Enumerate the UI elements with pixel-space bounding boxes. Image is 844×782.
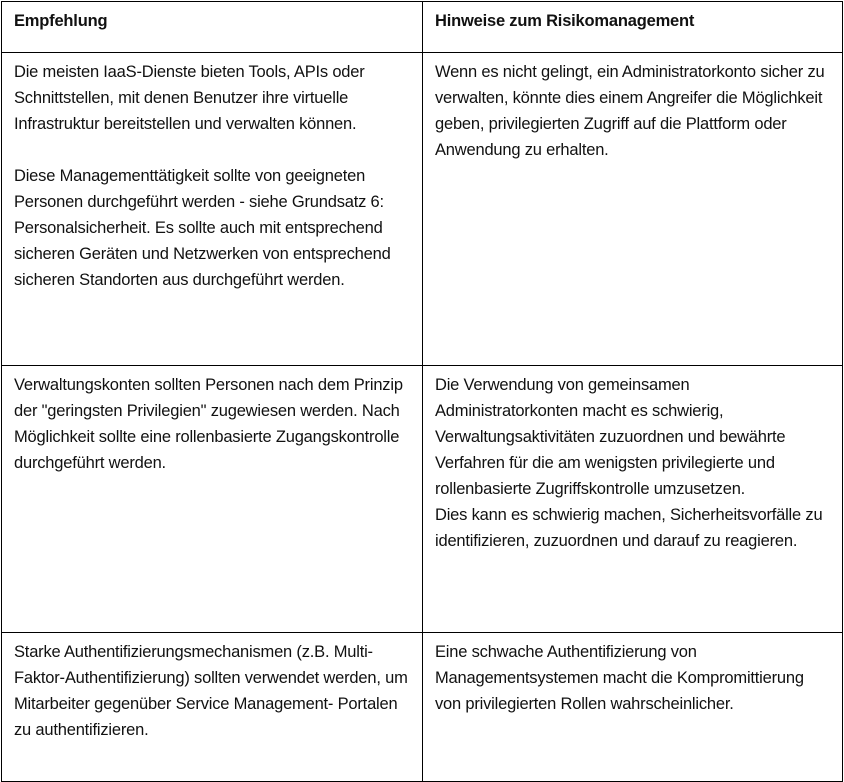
- table-row: [2, 633, 843, 782]
- cell-paragraph: Wenn es nicht gelingt, ein Administratorkonto sicher zu verwalten, könnte dies einem Angreifer die Möglichkeit geben, privilegierten Zugriff auf die Plattform oder Anwendung zu erhalten.: [435, 63, 825, 159]
- cell-paragraph: Eine schwache Authentifizierung von Managementsystemen macht die Kompromittierung von privilegierten Rollen wahrscheinlicher.: [435, 643, 804, 713]
- header-empfehlung: Empfehlung: [2, 2, 423, 53]
- table-row: [2, 53, 843, 366]
- cell-paragraph: Die Verwendung von gemeinsamen Administratorkonten macht es schwierig, Verwaltungsaktivitäten zuzuordnen und bewährte Verfahren für die am wenigsten privilegierte und rollenbasierte Zugriffskontrolle umzusetzen.: [435, 376, 786, 498]
- cell-hinweise: [423, 53, 843, 366]
- recommendations-table: [1, 1, 843, 782]
- cell-hinweise: [423, 366, 843, 633]
- table-row: [2, 366, 843, 633]
- cell-paragraph: Verwaltungskonten sollten Personen nach dem Prinzip der "geringsten Privilegien" zugewiesen werden. Nach Möglichkeit sollte eine rollenbasierte Zugangskontrolle durchgeführt werden.: [14, 376, 403, 472]
- cell-empfehlung: [2, 53, 423, 366]
- cell-paragraph: Starke Authentifizierungsmechanismen (z.B. Multi-Faktor-Authentifizierung) sollten verwendet werden, um Mitarbeiter gegenüber Service Management- Portalen zu authentifizieren.: [14, 643, 408, 739]
- cell-paragraph: Diese Managementtätigkeit sollte von geeigneten Personen durchgeführt werden - siehe Grundsatz 6: Personalsicherheit. Es sollte auch mit entsprechend sicheren Geräten und Netzwerken von entsprechend sicheren Standorten aus durchgeführt werden.: [14, 167, 391, 289]
- cell-empfehlung: [2, 633, 423, 782]
- cell-paragraph: Dies kann es schwierig machen, Sicherheitsvorfälle zu identifizieren, zuzuordnen und darauf zu reagieren.: [435, 506, 823, 550]
- header-hinweise: Hinweise zum Risikomanagement: [423, 2, 843, 53]
- cell-empfehlung: [2, 366, 423, 633]
- table-header-row: [2, 2, 843, 53]
- cell-paragraph: Die meisten IaaS-Dienste bieten Tools, APIs oder Schnittstellen, mit denen Benutzer ihre virtuelle Infrastruktur bereitstellen und verwalten können.: [14, 63, 365, 133]
- cell-hinweise: [423, 633, 843, 782]
